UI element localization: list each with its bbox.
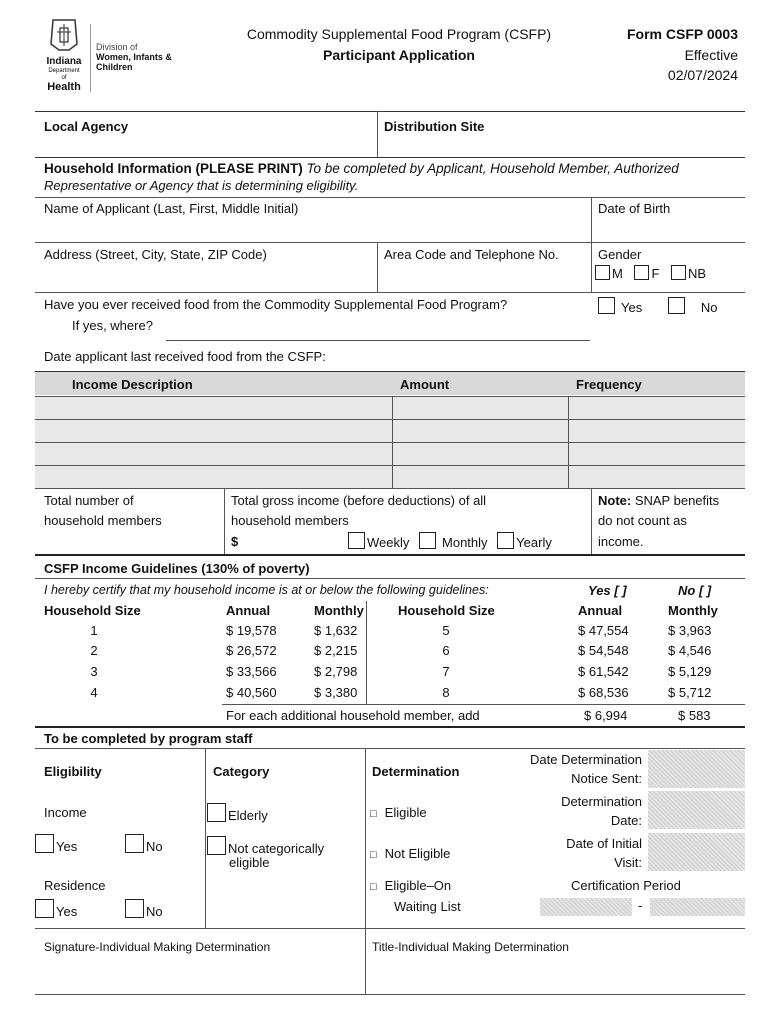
gender-f-checkbox[interactable] bbox=[634, 265, 649, 280]
additional-member-monthly: $ 583 bbox=[678, 708, 711, 723]
logo-line4: Health bbox=[47, 81, 81, 93]
guideline-annual: $ 47,554 bbox=[578, 623, 629, 638]
residence-no-label: No bbox=[146, 904, 163, 919]
det-waiting-label-2: Waiting List bbox=[394, 899, 461, 914]
gender-f-label: F bbox=[651, 266, 660, 281]
guideline-annual: $ 40,560 bbox=[226, 685, 277, 700]
guideline-annual: $ 33,566 bbox=[226, 664, 277, 679]
staff-heading: To be completed by program staff bbox=[44, 731, 253, 746]
gross-income-dollar: $ bbox=[231, 534, 239, 549]
determination-date-label-1: Determination bbox=[561, 794, 642, 809]
received-options bbox=[598, 297, 717, 315]
det-not-eligible-label: Not Eligible bbox=[384, 846, 451, 861]
additional-member-label: For each additional household member, add bbox=[226, 708, 480, 723]
weekly-checkbox[interactable] bbox=[348, 532, 365, 549]
total-members-label-1: Total number of bbox=[44, 493, 134, 508]
notice-sent-label-1: Date Determination bbox=[530, 752, 642, 767]
gender-label: Gender bbox=[598, 247, 642, 262]
guideline-size: 2 bbox=[90, 643, 98, 658]
received-no-label: No bbox=[700, 300, 718, 315]
det-waiting-bullet-icon: □ bbox=[370, 881, 377, 893]
guideline-size: 1 bbox=[90, 623, 98, 638]
logo bbox=[38, 18, 90, 94]
form-number: Form CSFP 0003 bbox=[626, 26, 738, 42]
phone-label: Area Code and Telephone No. bbox=[384, 247, 559, 262]
not-categorically-label-2: eligible bbox=[229, 855, 270, 870]
initial-visit-field[interactable] bbox=[648, 833, 745, 871]
income-row-3-description[interactable] bbox=[38, 444, 388, 463]
income-row-1-frequency[interactable] bbox=[571, 398, 741, 417]
guideline-monthly: $ 2,215 bbox=[314, 643, 358, 658]
gender-nb-label: NB bbox=[688, 266, 707, 281]
income-row-4-description[interactable] bbox=[38, 467, 388, 486]
guideline-annual: $ 68,536 bbox=[578, 685, 629, 700]
det-waiting[interactable] bbox=[370, 878, 451, 893]
det-not-eligible-bullet-icon: □ bbox=[370, 849, 377, 861]
income-yes-checkbox[interactable] bbox=[35, 834, 54, 853]
not-categorically-checkbox[interactable] bbox=[207, 836, 226, 855]
guideline-size: 4 bbox=[90, 685, 98, 700]
det-waiting-label-1: Eligible–On bbox=[384, 878, 452, 893]
guideline-monthly: $ 5,129 bbox=[668, 664, 712, 679]
income-row-3-amount[interactable] bbox=[395, 444, 565, 463]
last-received-label: Date applicant last received food from the CSFP: bbox=[44, 349, 326, 364]
determination-date-field[interactable] bbox=[648, 791, 745, 829]
guidelines-col-size-left: Household Size bbox=[44, 603, 141, 618]
eligibility-label: Eligibility bbox=[44, 764, 102, 779]
applicant-name-field[interactable] bbox=[36, 220, 586, 240]
residence-yes-checkbox[interactable] bbox=[35, 899, 54, 918]
not-categorically-option bbox=[207, 836, 324, 856]
income-row-4-amount[interactable] bbox=[395, 467, 565, 486]
residence-yes-label: Yes bbox=[56, 904, 78, 919]
guideline-monthly: $ 3,380 bbox=[314, 685, 358, 700]
gross-income-label-2: household members bbox=[231, 513, 349, 528]
snap-note-line-3: income. bbox=[598, 534, 644, 549]
applicant-name-label: Name of Applicant (Last, First, Middle Initial) bbox=[44, 201, 299, 216]
received-yes-checkbox[interactable] bbox=[598, 297, 615, 314]
guidelines-col-size-right: Household Size bbox=[398, 603, 495, 618]
guideline-size: 6 bbox=[442, 643, 450, 658]
logo-line1: Indiana bbox=[46, 56, 82, 67]
initial-visit-label-1: Date of Initial bbox=[566, 836, 642, 851]
signature-field[interactable] bbox=[36, 958, 362, 992]
date-of-birth-label: Date of Birth bbox=[598, 201, 671, 216]
income-yes-label: Yes bbox=[56, 839, 78, 854]
income-label: Income bbox=[44, 805, 87, 820]
income-row-2-frequency[interactable] bbox=[571, 421, 741, 440]
elderly-checkbox[interactable] bbox=[207, 803, 226, 822]
guidelines-yes[interactable]: Yes [ ] bbox=[588, 583, 627, 598]
monthly-label: Monthly bbox=[442, 535, 488, 550]
elderly-option bbox=[207, 803, 268, 823]
category-label: Category bbox=[213, 764, 270, 779]
program-title: Commodity Supplemental Food Program (CSFP) bbox=[246, 26, 552, 42]
snap-note-bold: Note: bbox=[598, 493, 632, 508]
notice-sent-field[interactable] bbox=[648, 750, 745, 788]
frequency-options bbox=[348, 532, 552, 550]
logo-line3: of bbox=[61, 75, 67, 81]
det-eligible-bullet-icon: □ bbox=[370, 808, 377, 820]
household-instruction-2: Representative or Agency that is determining eligibility. bbox=[44, 178, 359, 193]
snap-note-line-1 bbox=[598, 493, 719, 508]
det-eligible[interactable] bbox=[370, 805, 427, 820]
guideline-monthly: $ 1,632 bbox=[314, 623, 358, 638]
guideline-annual: $ 54,548 bbox=[578, 643, 629, 658]
guideline-monthly: $ 4,546 bbox=[668, 643, 712, 658]
income-row-4-frequency[interactable] bbox=[571, 467, 741, 486]
address-label: Address (Street, City, State, ZIP Code) bbox=[44, 247, 267, 262]
guideline-monthly: $ 3,963 bbox=[668, 623, 712, 638]
guideline-size: 3 bbox=[90, 664, 98, 679]
income-yes bbox=[35, 834, 77, 854]
local-agency-field[interactable] bbox=[36, 135, 374, 155]
guideline-monthly: $ 5,712 bbox=[668, 685, 712, 700]
notice-sent-label-2: Notice Sent: bbox=[571, 771, 642, 786]
guideline-size: 7 bbox=[442, 664, 450, 679]
income-header-frequency: Frequency bbox=[576, 377, 642, 392]
gender-options bbox=[595, 265, 706, 281]
income-header-description: Income Description bbox=[72, 377, 193, 392]
household-instruction-1: To be completed by Applicant, Household Member, Authorized bbox=[306, 161, 679, 176]
local-agency-label: Local Agency bbox=[44, 119, 129, 134]
certification-dash: - bbox=[638, 898, 643, 913]
received-no-checkbox[interactable] bbox=[668, 297, 685, 314]
if-yes-where-label: If yes, where? bbox=[72, 318, 153, 333]
initial-visit-label-2: Visit: bbox=[614, 855, 642, 870]
income-row-1-description[interactable] bbox=[38, 398, 388, 417]
signature-label: Signature-Individual Making Determination bbox=[44, 940, 271, 954]
guideline-annual: $ 26,572 bbox=[226, 643, 277, 658]
elderly-label: Elderly bbox=[228, 808, 268, 823]
form-title: Participant Application bbox=[323, 47, 475, 63]
residence-no-checkbox[interactable] bbox=[125, 899, 144, 918]
distribution-site-label: Distribution Site bbox=[384, 119, 485, 134]
state-outline-icon bbox=[47, 18, 81, 52]
det-eligible-label: Eligible bbox=[384, 805, 427, 820]
guideline-annual: $ 19,578 bbox=[226, 623, 277, 638]
not-categorically-label-1: Not categorically bbox=[228, 841, 325, 856]
det-not-eligible[interactable] bbox=[370, 846, 450, 861]
determination-label: Determination bbox=[372, 764, 460, 779]
guideline-monthly: $ 2,798 bbox=[314, 664, 358, 679]
effective-date: 02/07/2024 bbox=[667, 67, 738, 83]
guideline-size: 8 bbox=[442, 685, 450, 700]
guidelines-col-monthly-right: Monthly bbox=[668, 603, 718, 618]
snap-note-line-2: do not count as bbox=[598, 513, 687, 528]
income-no-label: No bbox=[146, 839, 163, 854]
income-no-checkbox[interactable] bbox=[125, 834, 144, 853]
income-no bbox=[125, 834, 163, 854]
income-row-2-amount[interactable] bbox=[395, 421, 565, 440]
guidelines-col-annual-right: Annual bbox=[578, 603, 623, 618]
household-heading-title: Household Information (PLEASE PRINT) bbox=[44, 161, 303, 176]
total-members-label-2: household members bbox=[44, 513, 162, 528]
gender-m-label: M bbox=[612, 266, 623, 281]
date-of-birth-field[interactable] bbox=[594, 220, 742, 240]
gross-income-label-1: Total gross income (before deductions) of all bbox=[231, 493, 487, 508]
monthly-checkbox[interactable] bbox=[419, 532, 436, 549]
income-row-3-frequency[interactable] bbox=[571, 444, 741, 463]
division-name-2: Children bbox=[96, 62, 133, 72]
guidelines-col-monthly-left: Monthly bbox=[314, 603, 364, 618]
income-row-1-amount[interactable] bbox=[395, 398, 565, 417]
guidelines-certify: I hereby certify that my household income is at or below the following guidelines: bbox=[44, 583, 489, 597]
title-label: Title-Individual Making Determination bbox=[372, 940, 569, 954]
determination-date-label-2: Date: bbox=[610, 813, 642, 828]
guideline-annual: $ 61,542 bbox=[578, 664, 629, 679]
snap-note-text-1: SNAP benefits bbox=[631, 493, 720, 508]
guidelines-heading: CSFP Income Guidelines (130% of poverty) bbox=[44, 561, 310, 576]
residence-no bbox=[125, 899, 163, 919]
guideline-size: 5 bbox=[442, 623, 450, 638]
additional-member-annual: $ 6,994 bbox=[584, 708, 628, 723]
certification-start-field[interactable] bbox=[540, 898, 632, 916]
gender-nb-checkbox[interactable] bbox=[671, 265, 686, 280]
logo-line2: Department bbox=[48, 68, 80, 74]
guidelines-col-annual-left: Annual bbox=[226, 603, 271, 618]
certification-period-label: Certification Period bbox=[571, 878, 681, 893]
certification-end-field[interactable] bbox=[650, 898, 745, 916]
division-small: Division of bbox=[96, 42, 138, 52]
yearly-checkbox[interactable] bbox=[497, 532, 514, 549]
household-heading bbox=[44, 159, 744, 178]
title-field[interactable] bbox=[368, 958, 742, 992]
residence-yes bbox=[35, 899, 77, 919]
guidelines-no[interactable]: No [ ] bbox=[678, 583, 712, 598]
residence-label: Residence bbox=[44, 878, 106, 893]
gender-m-checkbox[interactable] bbox=[595, 265, 610, 280]
received-food-question: Have you ever received food from the Commodity Supplemental Food Program? bbox=[44, 297, 508, 312]
distribution-site-field[interactable] bbox=[380, 135, 740, 155]
effective-label: Effective bbox=[684, 47, 738, 63]
income-row-2-description[interactable] bbox=[38, 421, 388, 440]
received-yes-label: Yes bbox=[621, 300, 643, 315]
weekly-label: Weekly bbox=[367, 535, 410, 550]
division-name-1: Women, Infants & bbox=[96, 52, 172, 62]
income-header-amount: Amount bbox=[400, 377, 450, 392]
yearly-label: Yearly bbox=[516, 535, 552, 550]
